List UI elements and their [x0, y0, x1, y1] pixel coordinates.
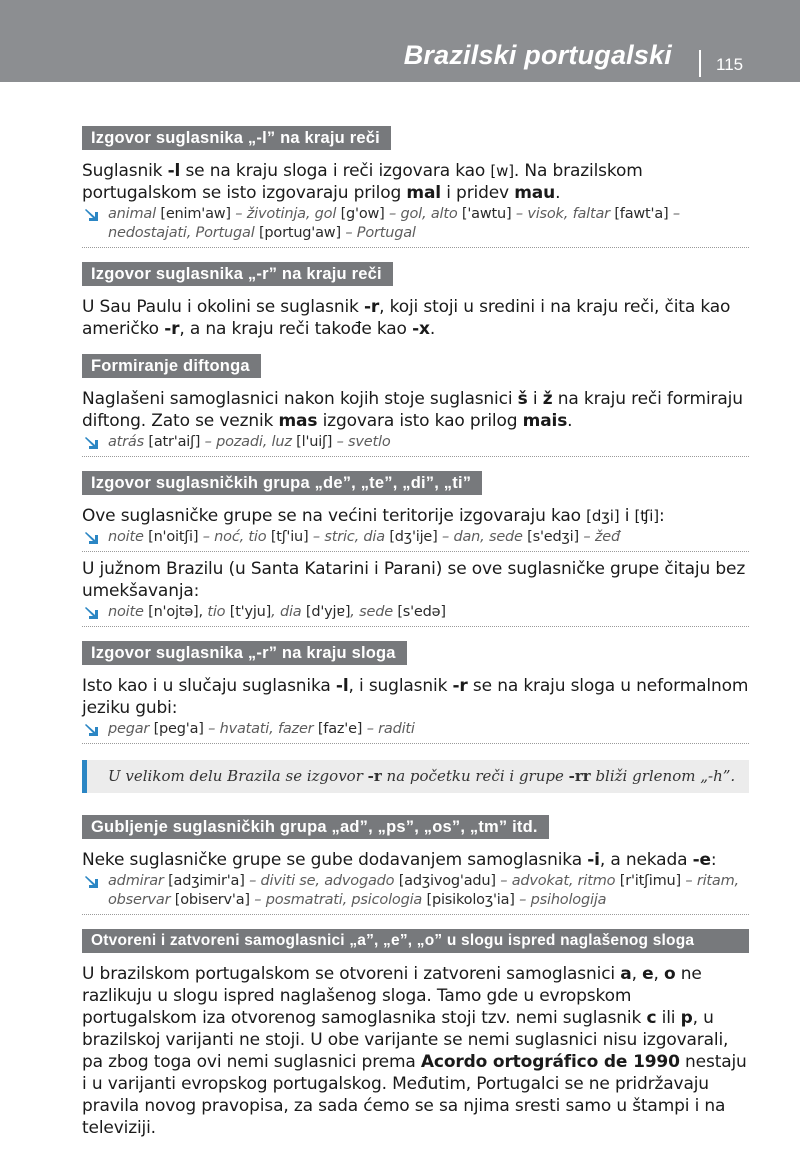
section-paragraph: Ove suglasničke grupe se na većini teritorije izgovaraju kao [dʒi] i [ʧi]:: [82, 506, 665, 526]
page-title: Brazilski portugalski: [403, 40, 672, 70]
section-paragraph: Neke suglasničke grupe se gube dodavanjem samoglasnika -i, a nekada -e:: [82, 850, 717, 870]
example-line: noite [n'oitʃi] – noć, tio [tʃ'iu] – stric, dia [dʒ'ije] – dan, sede [s'edʒi] – žeđ: [82, 528, 749, 552]
arrow-icon: [85, 875, 101, 889]
section-heading: Formiranje diftonga: [82, 354, 261, 378]
section-paragraph: U južnom Brazilu (u Santa Katarini i Parani) se ove suglasničke grupe čitaju bez umekšavanja:: [82, 559, 746, 601]
example-line: atrás [atr'aiʃ] – pozadi, luz [l'uiʃ] – svetlo: [82, 433, 749, 457]
arrow-icon: [85, 208, 101, 222]
section-r-ending: [82, 262, 749, 340]
section-cluster-loss: [82, 815, 749, 915]
arrow-icon: [85, 531, 101, 545]
section-r-syllable-end: [82, 641, 749, 744]
section-heading: Otvoreni i zatvoreni samoglasnici „a”, „e”, „o” u slogu ispred naglašenog sloga: [82, 929, 749, 953]
page-content: [82, 126, 749, 1139]
section-paragraph: Isto kao i u slučaju suglasnika -l, i suglasnik -r se na kraju sloga u neformalnom jeziku gubi:: [82, 676, 749, 718]
header-divider: [699, 50, 701, 77]
page-header-bar: [0, 0, 800, 82]
example-line: admirar [adʒimir'a] – diviti se, advogado [adʒivog'adu] – advokat, ritmo [r'itʃimu] – ritam, observar [obiserv'a] – posmatrati, psicologia [pisikoloʒ'ia] – psihologija: [82, 872, 749, 915]
note-box: U velikom delu Brazila se izgovor -r na početku reči i grupe -rr bliži grlenom „-h”.: [82, 760, 749, 793]
example-line: pegar [peg'a] – hvatati, fazer [faz'e] – raditi: [82, 720, 749, 744]
section-open-closed-vowels: [82, 929, 749, 1139]
page-number: 115: [716, 55, 744, 74]
section-de-te-di-ti: [82, 471, 749, 627]
section-paragraph: Suglasnik -l se na kraju sloga i reči izgovara kao [w]. Na brazilskom portugalskom se isto izgovaraju prilog mal i pridev mau.: [82, 161, 643, 203]
section-heading: Izgovor suglasnika „-r” na kraju reči: [82, 262, 393, 286]
arrow-icon: [85, 723, 101, 737]
section-paragraph: U brazilskom portugalskom se otvoreni i zatvoreni samoglasnici a, e, o ne razlikuju u slogu ispred naglašenog sloga. Tamo gde u evropskom portugalskom iza otvorenog samoglasnika stoji tzv. nemi suglasnik c ili p, u brazilskoj varijanti ne stoji. U obe varijante se nemi suglasnici nisu izgovarali, pa zbog toga ovi nemi suglasnici prema Acordo ortográfico de 1990 nestaju i u varijanti evropskog portugalskog. Međutim, Portugalci se ne pridržavaju pravila novog pravopisa, za sada ćemo se sa njima sresti samo u štampi i na televiziji.: [82, 964, 747, 1138]
example-line: noite [n'ojtə], tio [t'yju], dia [d'yjɐ], sede [s'edə]: [82, 603, 749, 627]
arrow-icon: [85, 436, 101, 450]
section-l-ending: [82, 126, 749, 248]
section-heading: Gubljenje suglasničkih grupa „ad”, „ps”, „os”, „tm” itd.: [82, 815, 549, 839]
section-heading: Izgovor suglasnika „-r” na kraju sloga: [82, 641, 407, 665]
section-heading: Izgovor suglasničkih grupa „de”, „te”, „di”, „ti”: [82, 471, 482, 495]
section-heading: Izgovor suglasnika „-l” na kraju reči: [82, 126, 391, 150]
arrow-icon: [85, 606, 101, 620]
section-paragraph: U Sau Paulu i okolini se suglasnik -r, koji stoji u sredini i na kraju reči, čita kao američko -r, a na kraju reči takođe kao -x.: [82, 297, 731, 339]
section-diphthongs: [82, 354, 749, 457]
section-paragraph: Naglašeni samoglasnici nakon kojih stoje suglasnici š i ž na kraju reči formiraju diftong. Zato se veznik mas izgovara isto kao prilog mais.: [82, 389, 743, 431]
example-line: animal [enim'aw] – životinja, gol [g'ow] – gol, alto ['awtu] – visok, faltar [fawt'a] – nedostajati, Portugal [portug'aw] – Portugal: [82, 205, 749, 248]
